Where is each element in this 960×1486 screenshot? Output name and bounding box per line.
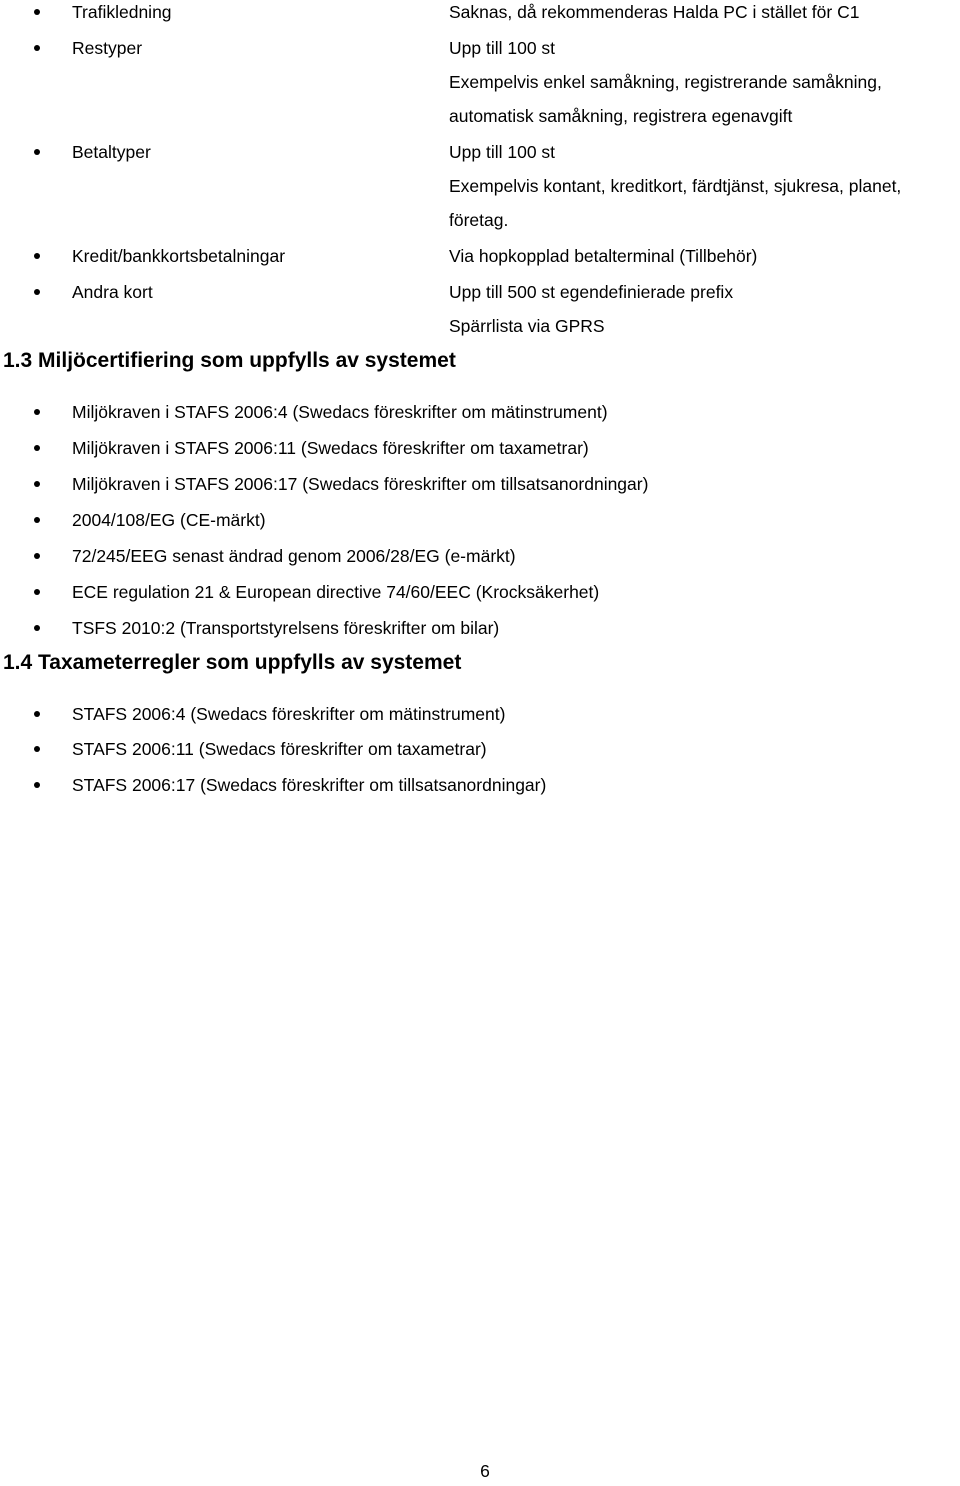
spec-value: Upp till 500 st egendefinierade prefix: [449, 282, 734, 302]
list-item-text: 2004/108/EG (CE-märkt): [72, 510, 266, 530]
spec-row-continuation: [0, 311, 960, 341]
bullet-icon: [34, 711, 40, 717]
spec-value: Upp till 100 st: [449, 142, 556, 162]
list-item: [0, 577, 960, 607]
bullet-icon: [34, 409, 40, 415]
page-number: 6: [480, 1461, 490, 1481]
list-item: [0, 469, 960, 499]
bullet-icon: [34, 625, 40, 631]
list-item: [0, 433, 960, 463]
list-item-text: Miljökraven i STAFS 2006:17 (Swedacs föreskrifter om tillsatsanordningar): [72, 474, 649, 494]
bullet-icon: [34, 9, 40, 15]
spec-value: Upp till 100 st: [449, 38, 556, 58]
bullet-icon: [34, 445, 40, 451]
list-item-text: Miljökraven i STAFS 2006:4 (Swedacs föreskrifter om mätinstrument): [72, 402, 608, 422]
spec-row-continuation: [0, 101, 960, 131]
bullet-icon: [34, 517, 40, 523]
spec-label: Betaltyper: [72, 142, 151, 162]
spec-label: Trafikledning: [72, 2, 172, 22]
spec-value: automatisk samåkning, registrera egenavgift: [449, 106, 793, 126]
bullet-icon: [34, 45, 40, 51]
bullet-icon: [34, 253, 40, 259]
section-heading: 1.3 Miljöcertifiering som uppfylls av systemet: [3, 349, 456, 372]
spec-row-restyper: [0, 33, 960, 63]
bullet-icon: [34, 289, 40, 295]
list-item-text: 72/245/EEG senast ändrad genom 2006/28/EG (e-märkt): [72, 546, 516, 566]
spec-row-continuation: [0, 171, 960, 201]
bullet-icon: [34, 149, 40, 155]
list-item-text: Miljökraven i STAFS 2006:11 (Swedacs föreskrifter om taxametrar): [72, 438, 589, 458]
list-item-text: STAFS 2006:17 (Swedacs föreskrifter om tillsatsanordningar): [72, 775, 547, 795]
bullet-icon: [34, 481, 40, 487]
spec-value: Saknas, då rekommenderas Halda PC i stället för C1: [449, 2, 860, 22]
spec-row-betaltyper: [0, 137, 960, 167]
list-item: [0, 770, 960, 800]
spec-value: Spärrlista via GPRS: [449, 316, 605, 336]
spec-row-andra-kort: [0, 277, 960, 307]
spec-value: företag.: [449, 210, 509, 230]
spec-label: Andra kort: [72, 282, 153, 302]
list-item: [0, 397, 960, 427]
bullet-icon: [34, 746, 40, 752]
spec-value: Exempelvis kontant, kreditkort, färdtjänst, sjukresa, planet,: [449, 176, 902, 196]
spec-row-trafikledning: [0, 0, 960, 27]
list-item: [0, 541, 960, 571]
spec-label: Kredit/bankkortsbetalningar: [72, 246, 286, 266]
list-item: [0, 613, 960, 643]
spec-value: Via hopkopplad betalterminal (Tillbehör): [449, 246, 758, 266]
spec-row-continuation: [0, 205, 960, 235]
list-item-text: TSFS 2010:2 (Transportstyrelsens föreskrifter om bilar): [72, 618, 500, 638]
bullet-icon: [34, 553, 40, 559]
spec-value: Exempelvis enkel samåkning, registrerande samåkning,: [449, 72, 882, 92]
list-item: [0, 699, 960, 729]
spec-label: Restyper: [72, 38, 143, 58]
list-item: [0, 734, 960, 764]
bullet-icon: [34, 589, 40, 595]
list-item-text: STAFS 2006:11 (Swedacs föreskrifter om taxametrar): [72, 739, 487, 759]
list-item: [0, 505, 960, 535]
spec-row-kredit: [0, 241, 960, 271]
list-item-text: STAFS 2006:4 (Swedacs föreskrifter om mätinstrument): [72, 704, 506, 724]
bullet-icon: [34, 782, 40, 788]
section-heading: 1.4 Taxameterregler som uppfylls av systemet: [3, 651, 462, 674]
spec-row-continuation: [0, 67, 960, 97]
list-item-text: ECE regulation 21 & European directive 74/60/EEC (Krocksäkerhet): [72, 582, 600, 602]
